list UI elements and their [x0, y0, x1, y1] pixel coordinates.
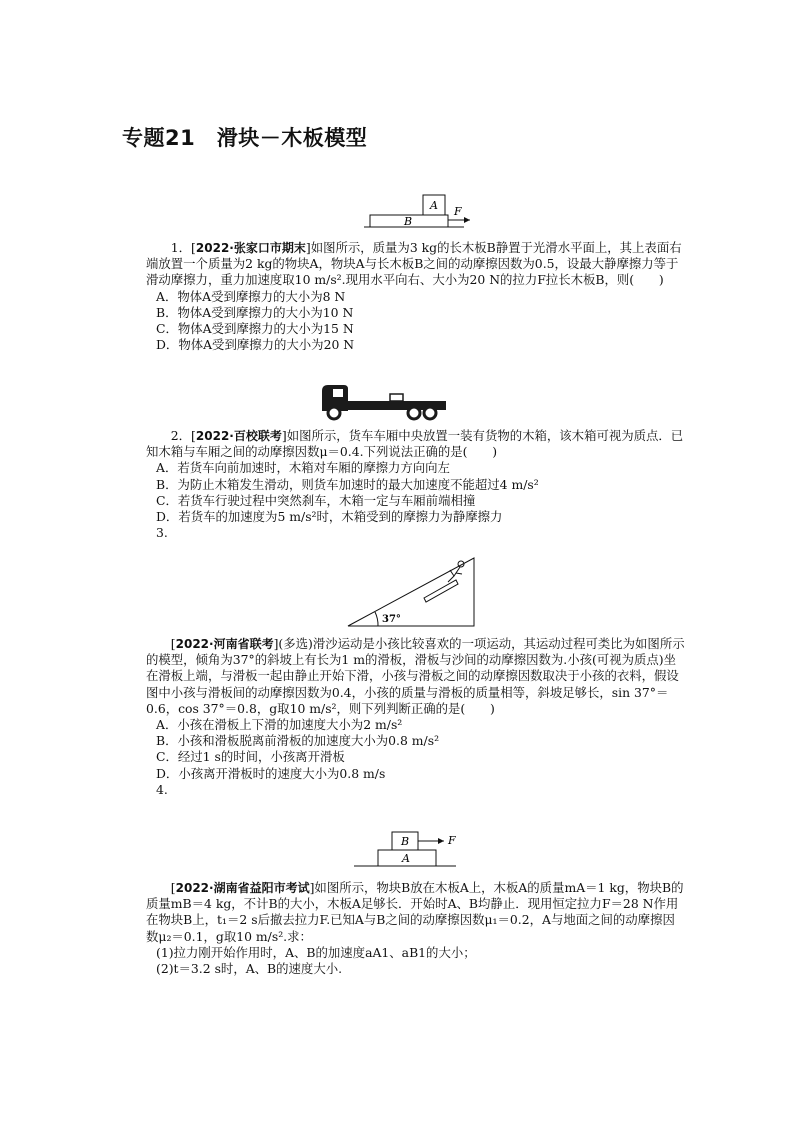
question-4-source: 2022·湖南省益阳市考试 [175, 881, 310, 895]
rear-wheel-2 [424, 407, 436, 419]
question-1-stem [146, 240, 686, 289]
label-b: B [404, 215, 413, 228]
sand-board [424, 580, 458, 602]
figure-truck [318, 381, 450, 421]
question-2-option-b: B．为防止木箱发生滑动，则货车加速时的最大加速度不能超过4 m/s² [156, 476, 539, 492]
question-1-option-c: C．物体A受到摩擦力的大小为15 N [156, 321, 354, 337]
question-1-text: ]如图所示，质量为3 kg的长木板B静置于光滑水平面上，其上表面右端放置一个质量为2 kg的物块A，物块A与长木板B之间的动摩擦因数为0.5，设最大静摩擦力等于滑动摩擦力，重力加速度取10 m/s².现用水平向右、大小为20 N的拉力F拉长木板B，则( ) [146, 240, 682, 288]
question-1-option-b: B．物体A受到摩擦力的大小为10 N [156, 304, 354, 320]
cargo-box [390, 394, 403, 401]
label-a: A [430, 199, 438, 212]
question-3-bracket: [ [170, 636, 176, 651]
question-3-source: 2022·河南省联考 [175, 637, 274, 651]
question-4-number: 4. [156, 781, 168, 797]
angle-arc [375, 612, 378, 626]
figure-block-board-1 [364, 193, 476, 231]
question-4-sub-2: (2)t＝3.2 s时，A、B的速度大小. [156, 961, 343, 977]
question-3-stem [146, 636, 686, 717]
question-2-source: 2022·百校联考 [195, 429, 282, 443]
question-1-number: 1．[ [170, 240, 196, 255]
question-3 [146, 636, 686, 798]
question-4-sub-1: (1)拉力刚开始作用时，A、B的加速度aA1、aB1的大小； [156, 944, 476, 960]
question-2-option-a: A．若货车向前加速时，木箱对车厢的摩擦力方向向左 [156, 460, 450, 476]
label-a: A [402, 852, 410, 865]
question-4 [146, 880, 686, 977]
question-4-bracket: [ [170, 880, 176, 895]
label-f: F [448, 834, 456, 847]
question-3-number: 3. [156, 525, 168, 541]
question-2-text: ]如图所示，货车车厢中央放置一装有货物的木箱，该木箱可视为质点．已知木箱与车厢之间的动摩擦因数μ＝0.4.下列说法正确的是( ) [146, 428, 684, 460]
rear-wheel-1 [408, 407, 420, 419]
question-3-option-d: D．小孩离开滑板时的速度大小为0.8 m/s [156, 765, 386, 781]
incline-slope [348, 558, 474, 626]
question-1-option-d: D．物体A受到摩擦力的大小为20 N [156, 337, 355, 353]
figure-incline [344, 552, 494, 632]
angle-label: 37° [382, 614, 401, 625]
question-3-option-b: B．小孩和滑板脱离前滑板的加速度大小为0.8 m/s² [156, 733, 440, 749]
question-3-option-c: C．经过1 s的时间，小孩离开滑板 [156, 749, 345, 765]
question-1-source: 2022·张家口市期末 [195, 241, 306, 255]
question-1 [146, 240, 686, 353]
label-f: F [454, 205, 462, 218]
child-body [448, 567, 462, 582]
question-2-option-d: D．若货车的加速度为5 m/s²时，木箱受到的摩擦力为静摩擦力 [156, 509, 503, 525]
question-2 [146, 428, 686, 541]
question-1-option-a: A．物体A受到摩擦力的大小为8 N [156, 288, 346, 304]
question-3-text: ](多选)滑沙运动是小孩比较喜欢的一项运动，其运动过程可类比为如图所示的模型，倾角为37°的斜坡上有长为1 m的滑板，滑板与沙间的动摩擦因数为.小孩(可视为质点)坐在滑板上端，与滑板一起由静止开始下滑，小孩与滑板之间的动摩擦因数取决于小孩的衣料，假设图中小孩与滑板间的动摩擦因数为0.4，小孩的质量与滑板的质量相等，斜坡足够长，sin 37°＝0.6，cos 37°＝0.8，g取10 m/s²，则下列判断正确的是( ) [146, 636, 685, 716]
figure-block-board-2 [352, 830, 462, 872]
question-2-stem [146, 428, 686, 460]
page-title: 专题21 滑块－木板模型 [122, 126, 368, 150]
front-wheel [328, 407, 340, 419]
question-3-option-a: A．小孩在滑板上下滑的加速度大小为2 m/s² [156, 717, 403, 733]
question-4-text: ]如图所示，物块B放在木板A上，木板A的质量mA＝1 kg，物块B的质量mB＝4 kg，不计B的大小，木板A足够长．开始时A、B均静止．现用恒定拉力F＝28 N作用在物块B上，t₁＝2 s后撤去拉力F.已知A与B之间的动摩擦因数μ₁＝0.2，A与地面之间的动摩擦因数μ₂＝0.1，g取10 m/s².求： [146, 880, 684, 944]
question-2-number: 2．[ [170, 428, 196, 443]
question-2-option-c: C．若货车行驶过程中突然刹车，木箱一定与车厢前端相撞 [156, 492, 476, 508]
question-4-stem [146, 880, 686, 945]
label-b: B [401, 835, 410, 848]
